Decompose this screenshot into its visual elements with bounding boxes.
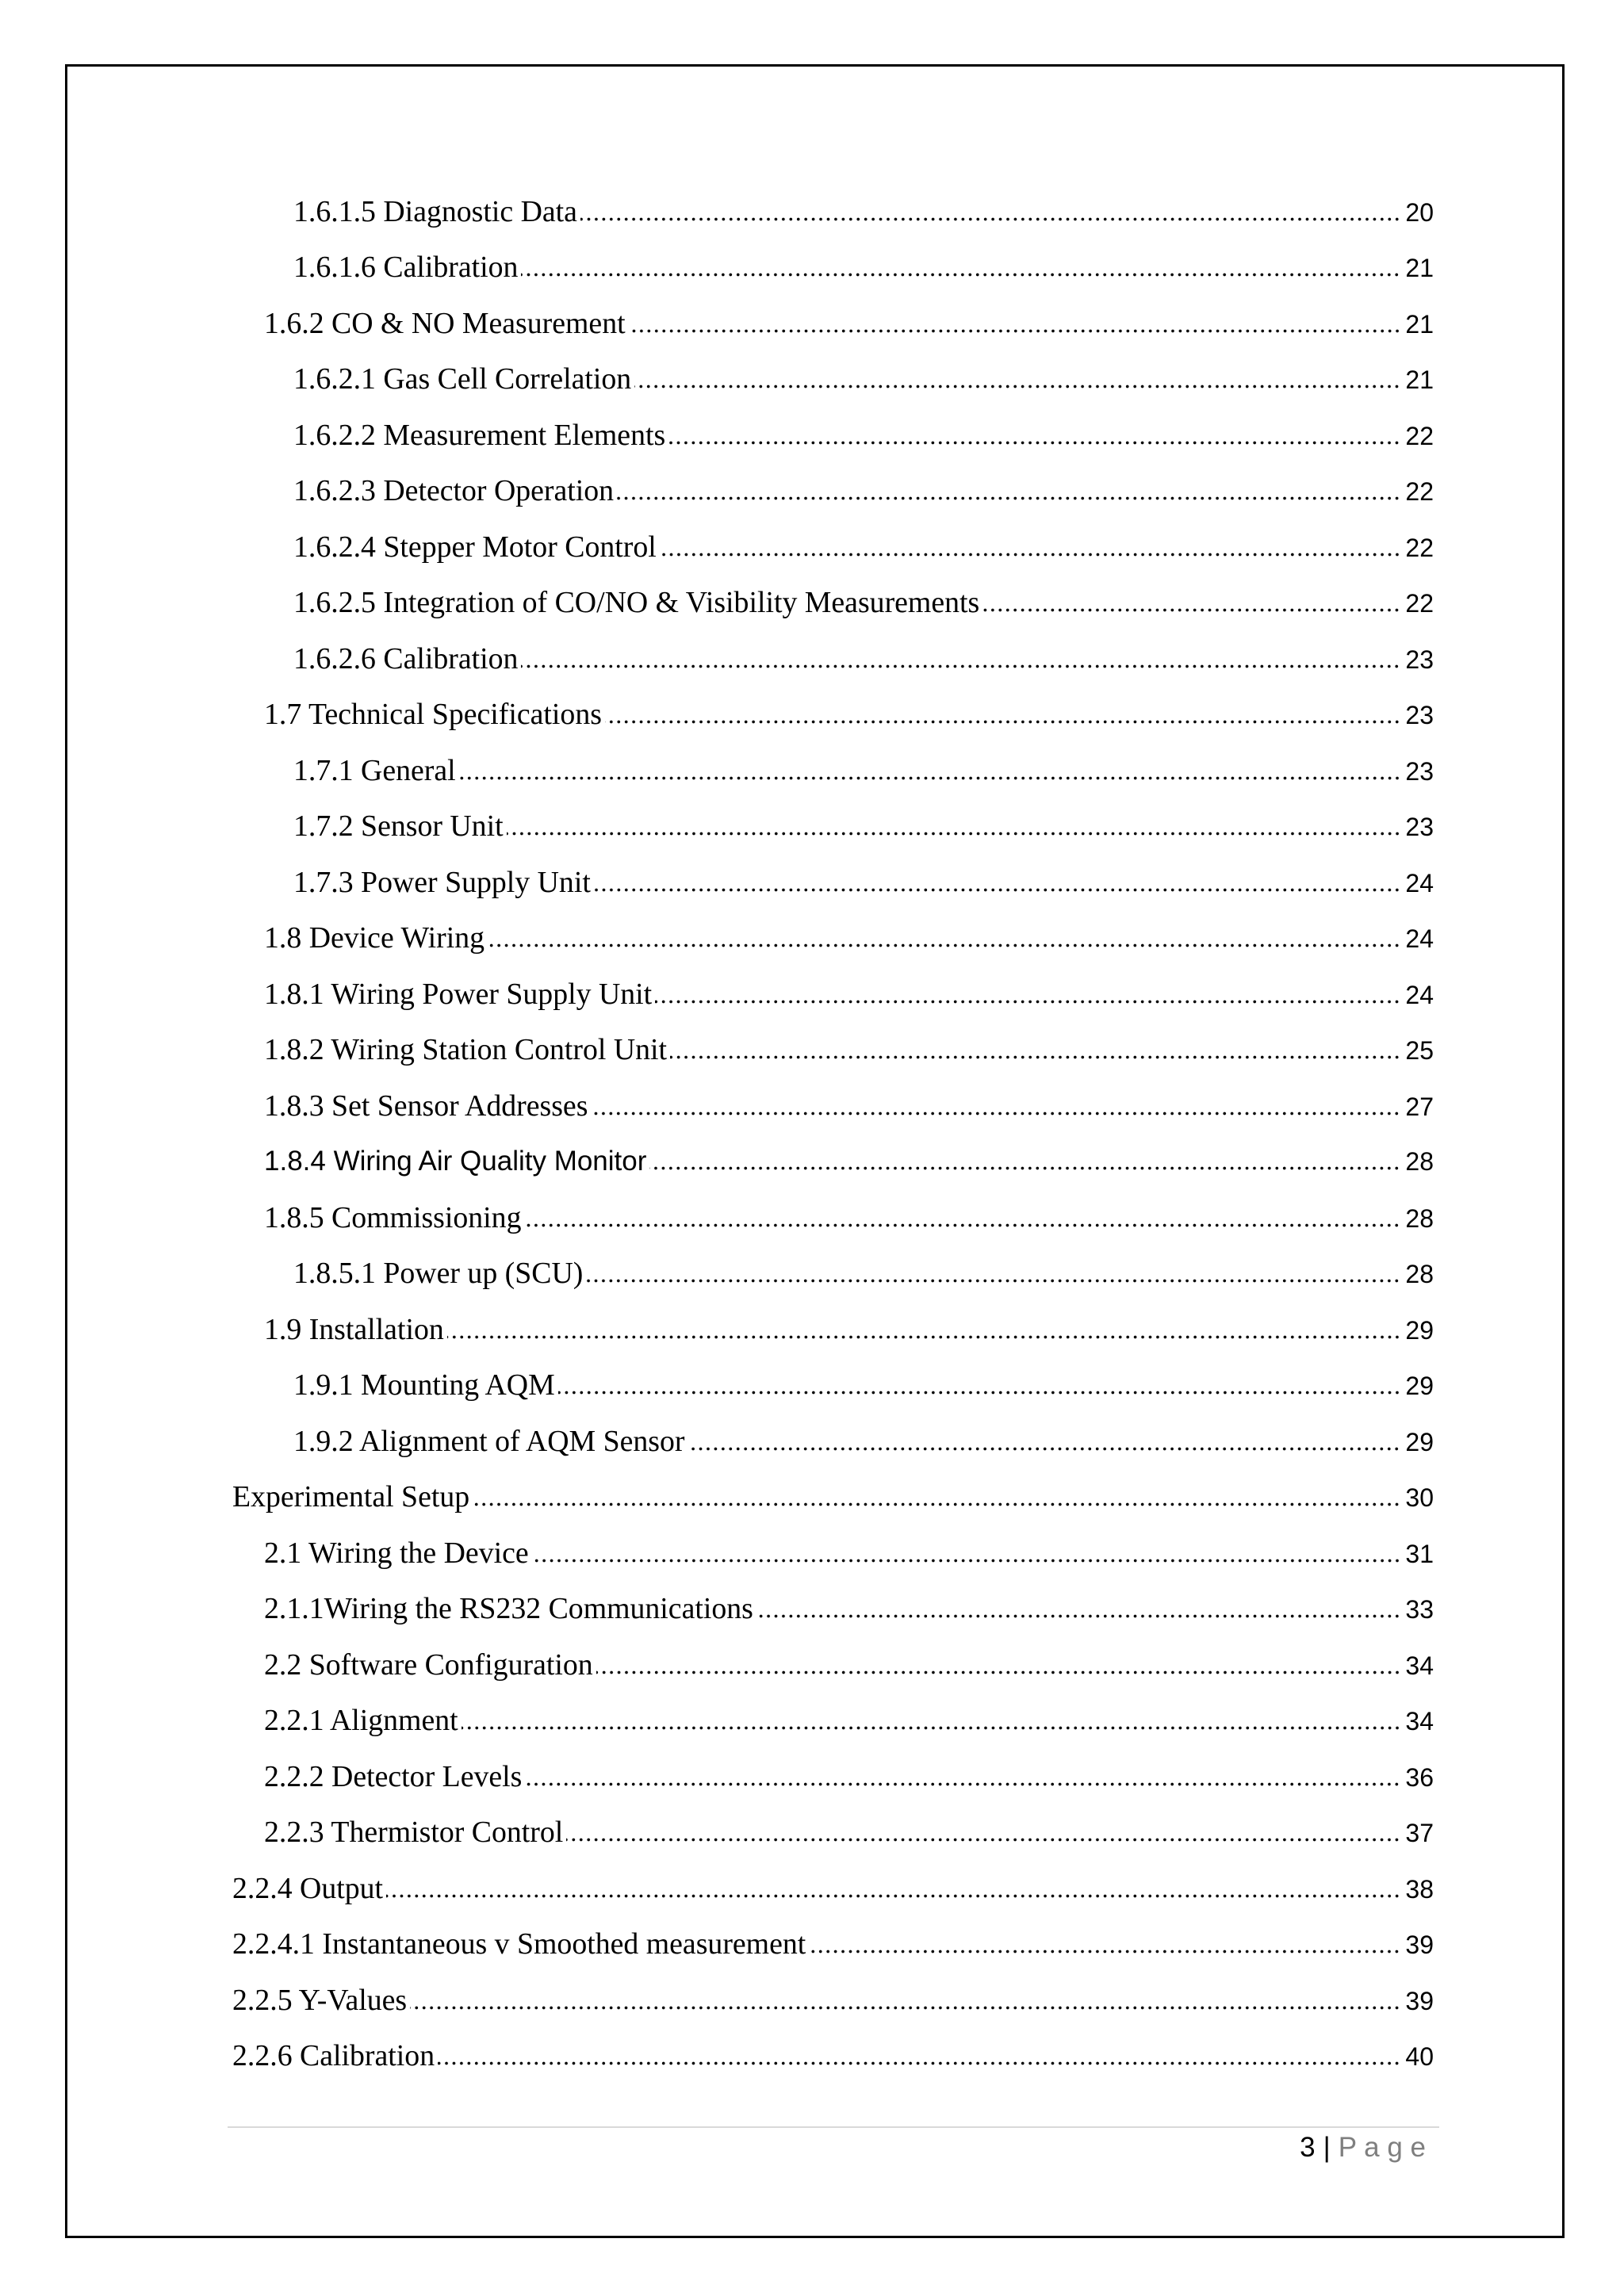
toc-entry-page-number: 31 <box>1405 1539 1434 1568</box>
dot-leader <box>438 2061 1400 2065</box>
toc-entry-title: 1.8.5 Commissioning <box>264 1200 522 1234</box>
toc-entry-page-number: 22 <box>1405 589 1434 618</box>
toc-entry[interactable] <box>232 1861 1434 1917</box>
toc-entry-page-number: 40 <box>1405 2042 1434 2071</box>
dot-leader <box>580 217 1400 221</box>
toc-entry-title: 1.7.2 Sensor Unit <box>293 809 504 843</box>
toc-entry-title: 1.7 Technical Specifications <box>264 698 602 731</box>
dot-leader <box>525 1782 1400 1786</box>
dot-leader <box>982 608 1400 612</box>
toc-entry[interactable] <box>232 351 1434 408</box>
toc-entry-page-number: 37 <box>1405 1819 1434 1847</box>
toc-entry-title: 2.2.3 Thermistor Control <box>264 1816 564 1849</box>
toc-entry[interactable] <box>232 519 1434 576</box>
dot-leader <box>488 943 1400 947</box>
dot-leader <box>670 1055 1400 1059</box>
toc-entry-title: 2.2.5 Y-Values <box>232 1983 408 2017</box>
toc-list <box>232 184 1434 2084</box>
toc-entry-page-number: 38 <box>1405 1874 1434 1904</box>
toc-entry-page-number: 21 <box>1405 309 1434 339</box>
toc-entry[interactable] <box>232 855 1434 911</box>
toc-entry[interactable] <box>232 631 1434 687</box>
toc-entry[interactable] <box>232 1134 1434 1190</box>
toc-entry-page-number: 28 <box>1405 1260 1434 1288</box>
toc-entry-page-number: 23 <box>1405 701 1434 729</box>
toc-entry-title: 1.6.2.5 Integration of CO/NO & Visibility Measurements <box>293 586 980 619</box>
dot-leader <box>756 1614 1401 1618</box>
footer-page-number: 3 <box>1300 2132 1316 2163</box>
toc-entry-page-number: 24 <box>1405 868 1434 897</box>
toc-entry-page-number: 22 <box>1405 421 1434 450</box>
toc-entry-title: 1.6.1.5 Diagnostic Data <box>293 194 577 228</box>
toc-entry-title: 1.6.1.6 Calibration <box>293 251 519 284</box>
dot-leader <box>634 385 1400 388</box>
toc-entry-title: 1.9 Installation <box>264 1312 444 1346</box>
toc-entry[interactable] <box>232 966 1434 1023</box>
toc-entry-page-number: 29 <box>1405 1315 1434 1345</box>
toc-entry[interactable] <box>232 743 1434 799</box>
dot-leader <box>594 888 1401 892</box>
toc-entry-page-number: 33 <box>1405 1595 1434 1624</box>
toc-entry-page-number: 21 <box>1405 254 1434 282</box>
toc-entry[interactable] <box>232 1637 1434 1693</box>
toc-entry-title: 1.6.2.3 Detector Operation <box>293 474 615 507</box>
toc-entry[interactable] <box>232 184 1434 240</box>
toc-entry-title: 2.2.4.1 Instantaneous v Smoothed measurement <box>232 1927 806 1961</box>
dot-leader <box>386 1894 1400 1898</box>
toc-entry-page-number: 29 <box>1405 1372 1434 1400</box>
toc-entry-page-number: 39 <box>1405 1931 1434 1959</box>
dot-leader <box>566 1838 1400 1842</box>
dot-leader <box>473 1502 1400 1506</box>
toc-entry-page-number: 28 <box>1405 1203 1434 1233</box>
footer-rule <box>228 2126 1439 2128</box>
toc-entry[interactable] <box>232 1581 1434 1637</box>
toc-entry[interactable] <box>232 408 1434 464</box>
toc-entry-page-number: 30 <box>1405 1483 1434 1512</box>
toc-entry[interactable] <box>232 1693 1434 1749</box>
toc-entry-title: Experimental Setup <box>232 1480 470 1513</box>
dot-leader <box>521 664 1400 668</box>
toc-entry[interactable] <box>232 1246 1434 1302</box>
toc-entry[interactable] <box>232 1973 1434 2029</box>
toc-entry-title: 2.2.6 Calibration <box>232 2039 435 2072</box>
toc-entry[interactable] <box>232 1078 1434 1135</box>
dot-leader <box>655 1000 1400 1004</box>
toc-entry-title: 1.7.3 Power Supply Unit <box>293 865 591 899</box>
toc-entry[interactable] <box>232 1414 1434 1470</box>
toc-entry[interactable] <box>232 1804 1434 1861</box>
toc-entry[interactable] <box>232 1469 1434 1525</box>
dot-leader <box>649 1166 1400 1170</box>
toc-entry[interactable] <box>232 2028 1434 2084</box>
toc-entry[interactable] <box>232 575 1434 631</box>
dot-leader <box>809 1950 1400 1954</box>
toc-entry-page-number: 34 <box>1405 1651 1434 1680</box>
toc-entry-title: 2.2.4 Output <box>232 1871 384 1905</box>
dot-leader <box>596 1670 1401 1674</box>
toc-entry[interactable] <box>232 1302 1434 1358</box>
toc-entry[interactable] <box>232 463 1434 519</box>
toc-entry[interactable] <box>232 1022 1434 1078</box>
toc-entry[interactable] <box>232 296 1434 352</box>
toc-entry-page-number: 23 <box>1405 813 1434 841</box>
dot-leader <box>447 1335 1401 1339</box>
dot-leader <box>660 553 1401 557</box>
toc-entry-title: 1.8.2 Wiring Station Control Unit <box>264 1033 668 1066</box>
toc-entry-title: 1.9.2 Alignment of AQM Sensor <box>293 1424 685 1458</box>
toc-entry-title: 1.8.5.1 Power up (SCU) <box>293 1257 584 1290</box>
toc-entry-page-number: 34 <box>1405 1707 1434 1735</box>
toc-entry-page-number: 24 <box>1405 924 1434 953</box>
footer-separator: | <box>1323 2132 1331 2163</box>
toc-entry-title: 2.1 Wiring the Device <box>264 1536 529 1570</box>
dot-leader <box>521 273 1400 277</box>
toc-entry[interactable] <box>232 1749 1434 1805</box>
dot-leader <box>524 1223 1400 1227</box>
toc-entry-page-number: 21 <box>1405 365 1434 394</box>
toc-entry-page-number: 28 <box>1405 1147 1434 1176</box>
toc-entry[interactable] <box>232 687 1434 743</box>
dot-leader <box>459 776 1401 780</box>
toc-entry-title: 1.8 Device Wiring <box>264 921 485 955</box>
toc-entry[interactable] <box>232 910 1434 966</box>
dot-leader <box>462 1726 1401 1730</box>
toc-entry-page-number: 23 <box>1405 756 1434 786</box>
toc-entry-title: 1.8.3 Set Sensor Addresses <box>264 1089 588 1123</box>
toc-entry-title: 2.2.2 Detector Levels <box>264 1759 523 1793</box>
toc-entry-page-number: 39 <box>1405 1986 1434 2015</box>
toc-entry-page-number: 22 <box>1405 533 1434 562</box>
footer-page-label: P a g e <box>1338 2132 1426 2163</box>
toc-entry[interactable] <box>232 1916 1434 1973</box>
toc-entry[interactable] <box>232 1357 1434 1414</box>
toc-entry-title: 1.9.1 Mounting AQM <box>293 1368 555 1402</box>
dot-leader <box>410 2006 1400 2010</box>
toc-entry-page-number: 22 <box>1405 477 1434 506</box>
toc-entry-title: 1.7.1 General <box>293 753 456 787</box>
toc-entry-page-number: 27 <box>1405 1092 1434 1121</box>
dot-leader <box>605 720 1400 724</box>
toc-entry-title: 2.1.1Wiring the RS232 Communications <box>264 1592 753 1625</box>
toc-entry-page-number: 29 <box>1405 1427 1434 1456</box>
dot-leader <box>532 1559 1401 1563</box>
toc-entry-page-number: 23 <box>1405 645 1434 674</box>
toc-entry-title: 2.2.1 Alignment <box>264 1704 458 1737</box>
toc-entry-title: 1.8.4 Wiring Air Quality Monitor <box>264 1146 647 1177</box>
toc-entry[interactable] <box>232 1190 1434 1246</box>
toc-entry-title: 1.8.1 Wiring Power Supply Unit <box>264 977 653 1011</box>
toc-entry-page-number: 24 <box>1405 980 1434 1009</box>
dot-leader <box>558 1391 1401 1395</box>
dot-leader <box>688 1447 1400 1451</box>
toc-entry[interactable] <box>232 1525 1434 1582</box>
dot-leader <box>617 496 1400 500</box>
toc-entry-title: 1.6.2.4 Stepper Motor Control <box>293 530 657 564</box>
toc-entry-title: 1.6.2.1 Gas Cell Correlation <box>293 362 632 396</box>
page-footer <box>1300 2133 1426 2162</box>
toc-entry-title: 1.6.2.2 Measurement Elements <box>293 418 666 452</box>
toc-entry-title: 1.6.2.6 Calibration <box>293 641 519 675</box>
toc-entry-page-number: 36 <box>1405 1762 1434 1792</box>
dot-leader <box>507 832 1401 836</box>
dot-leader <box>586 1279 1400 1283</box>
toc-entry-title: 2.2 Software Configuration <box>264 1647 593 1682</box>
dot-leader <box>591 1112 1400 1115</box>
dot-leader <box>668 441 1400 445</box>
toc-entry-page-number: 25 <box>1405 1036 1434 1065</box>
toc-entry-title: 1.6.2 CO & NO Measurement <box>264 306 626 340</box>
toc-entry[interactable] <box>232 798 1434 855</box>
toc-entry[interactable] <box>232 239 1434 296</box>
toc-entry-page-number: 20 <box>1405 197 1434 227</box>
dot-leader <box>629 329 1401 333</box>
